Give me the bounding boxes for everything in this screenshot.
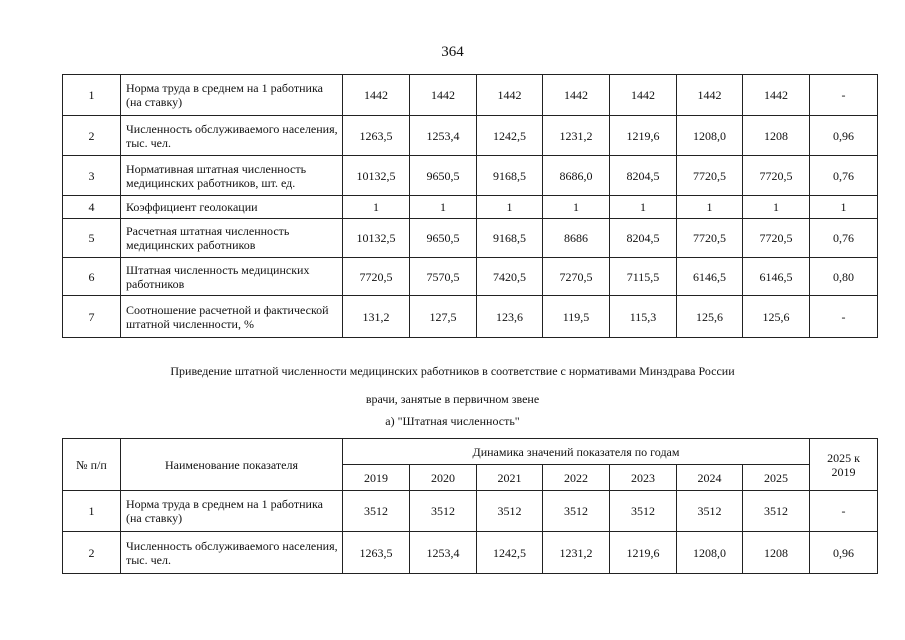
year-value: 9168,5	[477, 219, 543, 258]
year-value: 1	[610, 196, 677, 219]
ratio-value: 0,80	[810, 258, 878, 296]
year-value: 131,2	[343, 296, 410, 338]
indicator-name: Норма труда в среднем на 1 работника (на ставку)	[121, 491, 343, 532]
year-value: 10132,5	[343, 219, 410, 258]
staffing-table-continued	[62, 74, 878, 338]
year-value: 1231,2	[543, 116, 610, 156]
year-value: 7420,5	[477, 258, 543, 296]
year-value: 115,3	[610, 296, 677, 338]
year-value: 7720,5	[677, 156, 743, 196]
year-value: 1242,5	[477, 116, 543, 156]
year-value: 1253,4	[410, 116, 477, 156]
year-value: 1263,5	[343, 532, 410, 574]
year-value: 1242,5	[477, 532, 543, 574]
header-dynamics: Динамика значений показателя по годам	[343, 439, 810, 465]
ratio-value: -	[810, 296, 878, 338]
year-value: 7115,5	[610, 258, 677, 296]
year-value: 1442	[677, 75, 743, 116]
year-value: 8686	[543, 219, 610, 258]
year-value: 1	[410, 196, 477, 219]
year-value: 1	[543, 196, 610, 219]
ratio-value: 0,76	[810, 156, 878, 196]
year-value: 1442	[610, 75, 677, 116]
year-value: 1208,0	[677, 532, 743, 574]
table-row	[63, 196, 878, 219]
year-value: 3512	[477, 491, 543, 532]
year-value: 1442	[543, 75, 610, 116]
year-value: 3512	[343, 491, 410, 532]
year-value: 3512	[743, 491, 810, 532]
indicator-name: Численность обслуживаемого населения, тыс. чел.	[121, 116, 343, 156]
year-value: 7720,5	[743, 219, 810, 258]
year-value: 8204,5	[610, 219, 677, 258]
row-number: 2	[63, 116, 121, 156]
ratio-value: -	[810, 491, 878, 532]
indicator-name: Штатная численность медицинских работников	[121, 258, 343, 296]
year-value: 125,6	[743, 296, 810, 338]
section-caption: Приведение штатной численности медицинских работников в соответствие с нормативами Минздрава России	[170, 364, 735, 378]
year-value: 1231,2	[543, 532, 610, 574]
year-value: 1442	[343, 75, 410, 116]
header-year: 2025	[743, 465, 810, 491]
table-title: а) "Штатная численность"	[385, 414, 520, 428]
year-value: 8686,0	[543, 156, 610, 196]
year-value: 3512	[410, 491, 477, 532]
year-value: 1	[743, 196, 810, 219]
ratio-value: 1	[810, 196, 878, 219]
year-value: 1442	[477, 75, 543, 116]
year-value: 7720,5	[343, 258, 410, 296]
header-year: 2024	[677, 465, 743, 491]
year-value: 1	[477, 196, 543, 219]
year-value: 1442	[743, 75, 810, 116]
header-year: 2019	[343, 465, 410, 491]
indicator-name: Норма труда в среднем на 1 работника (на ставку)	[121, 75, 343, 116]
header-year: 2022	[543, 465, 610, 491]
header-year: 2021	[477, 465, 543, 491]
row-number: 1	[63, 75, 121, 116]
year-value: 6146,5	[743, 258, 810, 296]
year-value: 119,5	[543, 296, 610, 338]
row-number: 6	[63, 258, 121, 296]
year-value: 123,6	[477, 296, 543, 338]
row-number: 7	[63, 296, 121, 338]
header-ratio: 2025 к 2019	[810, 439, 878, 491]
year-value: 7720,5	[743, 156, 810, 196]
indicator-name: Нормативная штатная численность медицинских работников, шт. ед.	[121, 156, 343, 196]
indicator-name: Коэффициент геолокации	[121, 196, 343, 219]
staffing-table-physicians	[62, 438, 878, 574]
row-number: 1	[63, 491, 121, 532]
table-row	[63, 116, 878, 156]
section-subcaption: врачи, занятые в первичном звене	[365, 392, 540, 406]
table-row	[63, 532, 878, 574]
ratio-value: -	[810, 75, 878, 116]
table-row	[63, 219, 878, 258]
year-value: 7270,5	[543, 258, 610, 296]
year-value: 9650,5	[410, 156, 477, 196]
year-value: 7720,5	[677, 219, 743, 258]
table-row	[63, 156, 878, 196]
year-value: 1	[677, 196, 743, 219]
ratio-value: 0,96	[810, 532, 878, 574]
year-value: 125,6	[677, 296, 743, 338]
year-value: 1208	[743, 532, 810, 574]
year-value: 10132,5	[343, 156, 410, 196]
header-indicator-name: Наименование показателя	[121, 439, 343, 491]
year-value: 1253,4	[410, 532, 477, 574]
year-value: 7570,5	[410, 258, 477, 296]
year-value: 1219,6	[610, 116, 677, 156]
table-row	[63, 491, 878, 532]
indicator-name: Численность обслуживаемого населения, тыс. чел.	[121, 532, 343, 574]
year-value: 9168,5	[477, 156, 543, 196]
year-value: 8204,5	[610, 156, 677, 196]
year-value: 1208	[743, 116, 810, 156]
year-value: 1208,0	[677, 116, 743, 156]
year-value: 3512	[543, 491, 610, 532]
year-value: 3512	[677, 491, 743, 532]
year-value: 3512	[610, 491, 677, 532]
table-row	[63, 296, 878, 338]
header-year: 2020	[410, 465, 477, 491]
year-value: 1219,6	[610, 532, 677, 574]
year-value: 6146,5	[677, 258, 743, 296]
year-value: 1442	[410, 75, 477, 116]
year-value: 1263,5	[343, 116, 410, 156]
table-row	[63, 75, 878, 116]
row-number: 3	[63, 156, 121, 196]
page-number: 364	[441, 44, 464, 60]
year-value: 1	[343, 196, 410, 219]
header-number: № п/п	[63, 439, 121, 491]
ratio-value: 0,76	[810, 219, 878, 258]
indicator-name: Соотношение расчетной и фактической штатной численности, %	[121, 296, 343, 338]
table-row	[63, 258, 878, 296]
row-number: 4	[63, 196, 121, 219]
header-year: 2023	[610, 465, 677, 491]
row-number: 5	[63, 219, 121, 258]
year-value: 127,5	[410, 296, 477, 338]
year-value: 9650,5	[410, 219, 477, 258]
ratio-value: 0,96	[810, 116, 878, 156]
row-number: 2	[63, 532, 121, 574]
indicator-name: Расчетная штатная численность медицинских работников	[121, 219, 343, 258]
